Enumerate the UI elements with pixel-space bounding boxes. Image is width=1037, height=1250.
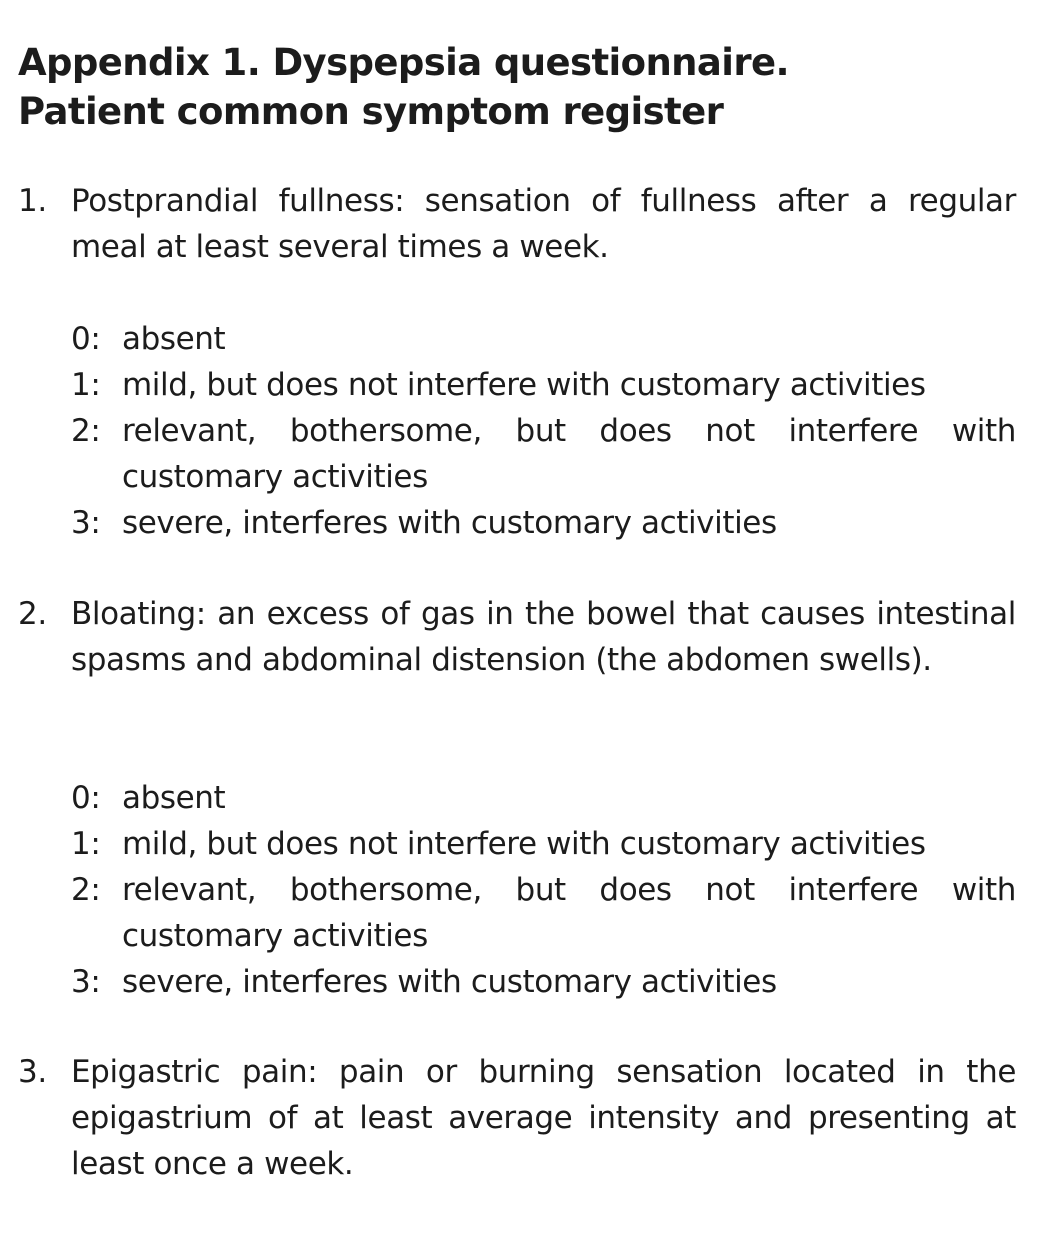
option-key: 1: xyxy=(71,826,101,862)
answer-option-0 xyxy=(71,316,1016,362)
option-key: 3: xyxy=(71,964,101,1000)
answer-option-3 xyxy=(71,959,1016,1005)
answer-options xyxy=(71,775,1016,1005)
title-line-1: Appendix 1. Dyspepsia questionnaire. xyxy=(18,41,789,84)
answer-option-2 xyxy=(71,408,1016,500)
question-text: Postprandial fullness: sensation of fullness after a regular meal at least several times a week. xyxy=(71,183,1016,265)
question-text: Bloating: an excess of gas in the bowel that causes intestinal spasms and abdominal distension (the abdomen swells). xyxy=(71,596,1016,678)
option-key: 2: xyxy=(71,413,101,449)
answer-options xyxy=(71,316,1016,546)
question-number: 2. xyxy=(18,596,47,632)
option-text: relevant, bothersome, but does not interfere with customary activities xyxy=(122,872,1016,954)
option-text: mild, but does not interfere with customary activities xyxy=(122,367,926,403)
appendix-title xyxy=(18,38,1018,136)
option-text: severe, interferes with customary activities xyxy=(122,505,777,541)
answer-option-0 xyxy=(71,775,1016,821)
option-text: severe, interferes with customary activities xyxy=(122,964,777,1000)
option-key: 0: xyxy=(71,780,101,816)
title-line-2: Patient common symptom register xyxy=(18,90,724,133)
option-key: 1: xyxy=(71,367,101,403)
option-text: relevant, bothersome, but does not interfere with customary activities xyxy=(122,413,1016,495)
answer-option-3 xyxy=(71,500,1016,546)
answer-option-1 xyxy=(71,821,1016,867)
question-text: Epigastric pain: pain or burning sensation located in the epigastrium of at least average intensity and presenting at least once a week. xyxy=(71,1054,1016,1182)
option-text: absent xyxy=(122,780,226,816)
question-number: 3. xyxy=(18,1054,47,1090)
option-key: 2: xyxy=(71,872,101,908)
answer-option-1 xyxy=(71,362,1016,408)
answer-option-2 xyxy=(71,867,1016,959)
option-key: 0: xyxy=(71,321,101,357)
option-text: mild, but does not interfere with customary activities xyxy=(122,826,926,862)
question-number: 1. xyxy=(18,183,47,219)
option-text: absent xyxy=(122,321,226,357)
option-key: 3: xyxy=(71,505,101,541)
